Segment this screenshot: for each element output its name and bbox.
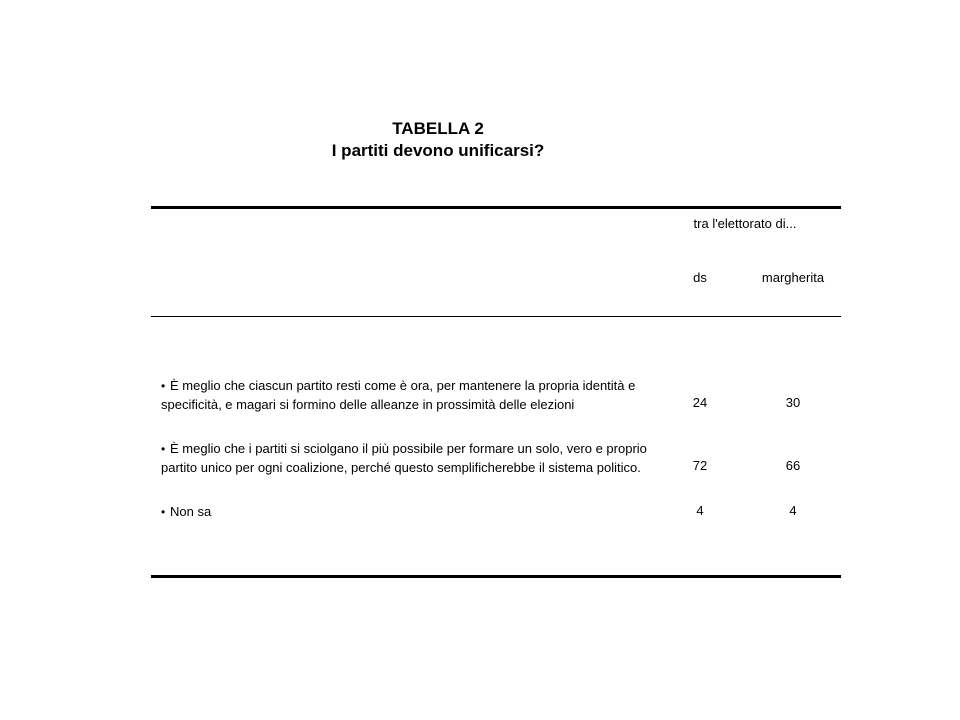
table-cell-ds: 24 xyxy=(692,395,708,410)
bottom-rule xyxy=(151,575,841,578)
row-label-text: È meglio che i partiti si sciolgano il più possibile per formare un solo, vero e proprio partito unico per ogni coalizione, perché questo semplificherebbe il sistema politico. xyxy=(161,441,647,475)
column-header-margherita: margherita xyxy=(761,270,825,285)
table-cell-ds: 72 xyxy=(692,458,708,473)
row-label-text: È meglio che ciascun partito resti come è ora, per mantenere la propria identità e specificità, e magari si formino delle alleanze in prossimità delle elezioni xyxy=(161,378,636,412)
table-cell-margherita: 66 xyxy=(785,458,801,473)
table-cell-ds: 4 xyxy=(696,503,704,518)
table-cell-margherita: 4 xyxy=(789,503,797,518)
column-header-ds: ds xyxy=(693,270,707,285)
table-row-label xyxy=(161,503,651,522)
table-row-label xyxy=(161,377,651,413)
table-question: I partiti devono unificarsi? xyxy=(331,141,545,160)
bullet-icon: • xyxy=(161,379,166,393)
table-row-label xyxy=(161,440,651,476)
bullet-icon: • xyxy=(161,505,166,519)
row-label-text: Non sa xyxy=(170,504,212,519)
group-header: tra l'elettorato di... xyxy=(693,216,797,231)
header-rule xyxy=(151,316,841,317)
top-rule xyxy=(151,206,841,209)
bullet-icon: • xyxy=(161,442,166,456)
table-cell-margherita: 30 xyxy=(785,395,801,410)
table-title xyxy=(0,118,876,162)
table-number: TABELLA 2 xyxy=(392,119,484,138)
